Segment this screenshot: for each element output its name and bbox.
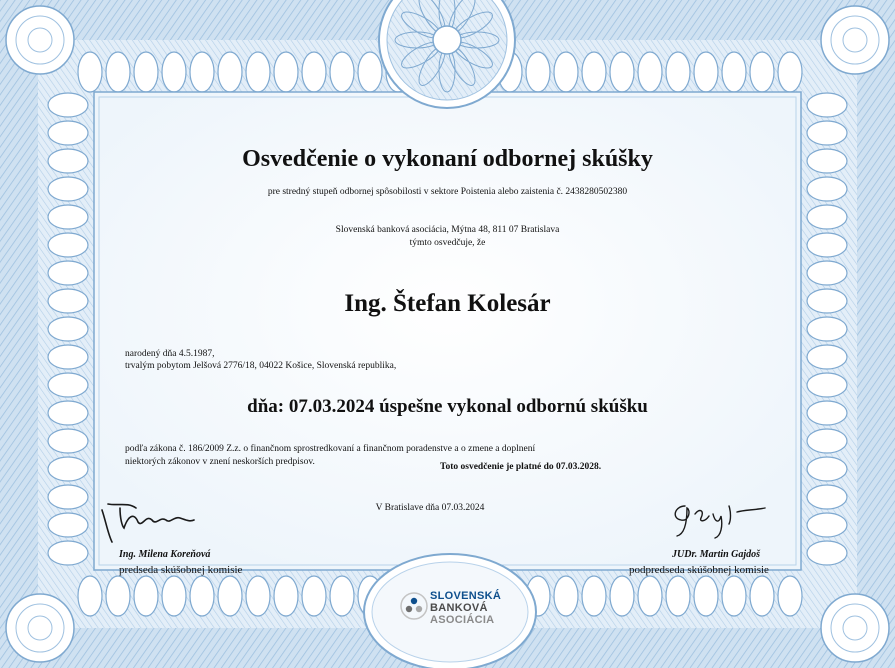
frame-ornament <box>48 121 88 145</box>
certifies-text: týmto osvedčuje, že <box>409 238 486 248</box>
frame-ornament <box>638 576 662 616</box>
frame-ornament <box>302 576 326 616</box>
signatory-1-name: Ing. Milena Koreňová <box>119 549 211 560</box>
frame-ornament <box>750 52 774 92</box>
residence-line: trvalým pobytom Jelšová 2776/18, 04022 Košice, Slovenská republika, <box>125 361 397 371</box>
frame-ornament <box>330 52 354 92</box>
certificate-subtitle: pre stredný stupeň odbornej spôsobilosti v sektore Poistenia alebo zaistenia č. 2438280502380 <box>267 187 628 197</box>
law-reference-line-2: niektorých zákonov v znení neskorších predpisov. <box>125 457 315 467</box>
frame-ornament <box>666 52 690 92</box>
frame-ornament <box>134 52 158 92</box>
frame-ornament <box>610 52 634 92</box>
frame-ornament <box>274 52 298 92</box>
frame-ornament <box>48 513 88 537</box>
frame-ornament <box>78 576 102 616</box>
frame-ornament <box>807 457 847 481</box>
signature-1-image <box>98 498 208 548</box>
frame-ornament <box>807 345 847 369</box>
frame-ornament <box>246 52 270 92</box>
frame-ornament <box>807 261 847 285</box>
issuer-address: Slovenská banková asociácia, Mýtna 48, 811 07 Bratislava <box>335 225 560 235</box>
frame-ornament <box>694 52 718 92</box>
frame-ornament <box>190 52 214 92</box>
frame-ornament <box>610 576 634 616</box>
frame-ornament <box>526 52 550 92</box>
frame-ornament <box>582 52 606 92</box>
frame-ornament <box>554 52 578 92</box>
law-reference-line-1: podľa zákona č. 186/2009 Z.z. o finančnom sprostredkovaní a finančnom poradenstve a o zmene a doplnení <box>125 444 536 454</box>
frame-ornament <box>48 345 88 369</box>
frame-ornament <box>302 52 326 92</box>
logo-text-line-1: SLOVENSKÁ <box>430 590 502 602</box>
frame-ornament <box>48 261 88 285</box>
frame-ornament <box>48 93 88 117</box>
frame-ornament <box>106 52 130 92</box>
frame-ornament <box>807 513 847 537</box>
frame-ornament <box>750 576 774 616</box>
frame-ornament <box>807 541 847 565</box>
frame-ornament <box>246 576 270 616</box>
frame-ornament <box>48 373 88 397</box>
frame-ornament <box>638 52 662 92</box>
frame-ornament <box>162 52 186 92</box>
frame-ornament <box>807 93 847 117</box>
logo-text-line-3: ASOCIÁCIA <box>430 614 495 626</box>
frame-ornament <box>190 576 214 616</box>
signatory-1-role: predseda skúšobnej komisie <box>119 564 243 576</box>
frame-ornament <box>218 576 242 616</box>
frame-ornament <box>218 52 242 92</box>
frame-ornament <box>106 576 130 616</box>
frame-ornament <box>666 576 690 616</box>
frame-ornament <box>582 576 606 616</box>
validity-statement: Toto osvedčenie je platné do 07.03.2028. <box>440 462 602 472</box>
frame-ornament <box>722 576 746 616</box>
logo-dots-icon <box>400 592 428 620</box>
frame-ornament <box>330 576 354 616</box>
signature-2-image <box>665 492 780 542</box>
frame-ornament <box>807 429 847 453</box>
frame-ornament <box>807 121 847 145</box>
birth-date-line: narodený dňa 4.5.1987, <box>125 349 215 359</box>
frame-ornament <box>358 52 382 92</box>
signatory-2-role: podpredseda skúšobnej komisie <box>629 564 769 576</box>
association-logo <box>400 586 510 642</box>
place-and-date: V Bratislave dňa 07.03.2024 <box>375 503 485 513</box>
frame-ornament <box>778 52 802 92</box>
frame-ornament <box>778 576 802 616</box>
frame-ornament <box>554 576 578 616</box>
frame-ornament <box>48 457 88 481</box>
frame-ornament <box>48 429 88 453</box>
frame-ornament <box>48 317 88 341</box>
exam-statement: dňa: 07.03.2024 úspešne vykonal odbornú skúšku <box>247 396 648 417</box>
frame-ornament <box>807 317 847 341</box>
frame-ornament <box>162 576 186 616</box>
frame-ornament <box>78 52 102 92</box>
frame-ornament <box>722 52 746 92</box>
frame-ornament <box>694 576 718 616</box>
frame-ornament <box>48 541 88 565</box>
signatory-2-name: JUDr. Martin Gajdoš <box>672 549 761 560</box>
frame-ornament <box>274 576 298 616</box>
holder-name: Ing. Štefan Kolesár <box>344 290 551 317</box>
frame-ornament <box>807 373 847 397</box>
logo-text-line-2: BANKOVÁ <box>430 602 488 614</box>
certificate-title: Osvedčenie o vykonaní odbornej skúšky <box>242 146 653 172</box>
frame-ornament <box>134 576 158 616</box>
